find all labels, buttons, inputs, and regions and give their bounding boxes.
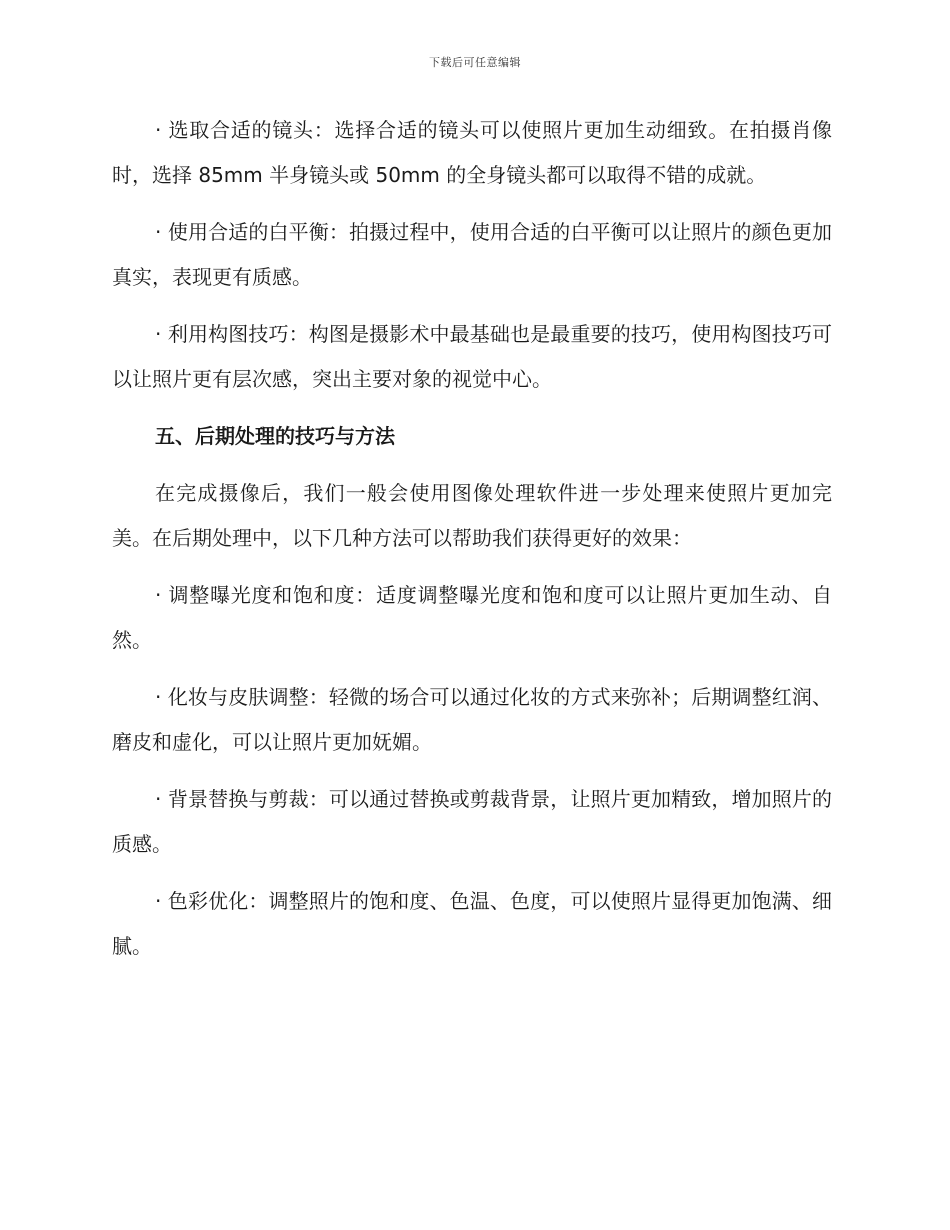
paragraph-post-processing-intro: 在完成摄像后，我们一般会使用图像处理软件进一步处理来使照片更加完美。在后期处理中，以下几种方法可以帮助我们获得更好的效果：	[112, 481, 832, 550]
section-heading-post-processing: 五、后期处理的技巧与方法	[155, 424, 395, 448]
bullet-background-crop: · 背景替换与剪裁：可以通过替换或剪裁背景，让照片更加精致，增加照片的质感。	[112, 787, 832, 856]
bullet-exposure-saturation: · 调整曝光度和饱和度：适度调整曝光度和饱和度可以让照片更加生动、自然。	[112, 583, 832, 652]
bullet-composition: · 利用构图技巧：构图是摄影术中最基础也是最重要的技巧，使用构图技巧可以让照片更有层次感，突出主要对象的视觉中心。	[112, 322, 832, 391]
bullet-makeup-skin: · 化妆与皮肤调整：轻微的场合可以通过化妆的方式来弥补；后期调整红润、磨皮和虚化，可以让照片更加妩媚。	[112, 685, 832, 754]
page-header: 下载后可任意编辑	[429, 56, 521, 69]
bullet-lens-selection: · 选取合适的镜头：选择合适的镜头可以使照片更加生动细致。在拍摄肖像时，选择 85mm 半身镜头或 50mm 的全身镜头都可以取得不错的成就。	[112, 118, 832, 187]
document-body	[112, 108, 832, 981]
bullet-white-balance: · 使用合适的白平衡：拍摄过程中，使用合适的白平衡可以让照片的颜色更加真实，表现更有质感。	[112, 220, 832, 289]
bullet-color-optimization: · 色彩优化：调整照片的饱和度、色温、色度，可以使照片显得更加饱满、细腻。	[112, 889, 832, 958]
